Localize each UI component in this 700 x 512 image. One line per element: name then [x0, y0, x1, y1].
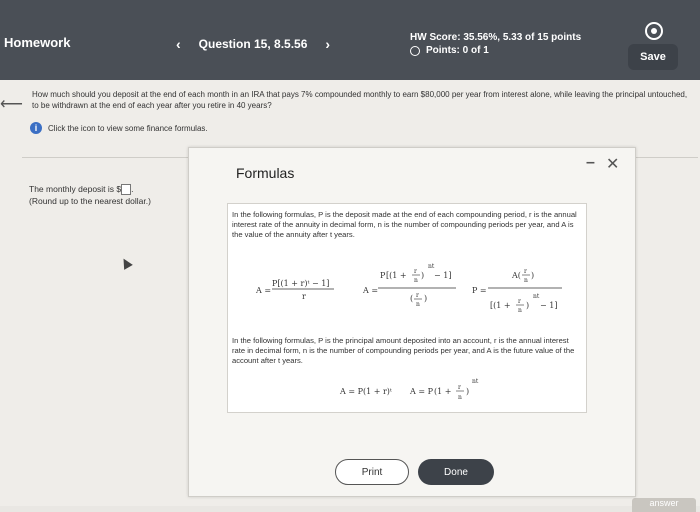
svg-text:P: P — [380, 271, 386, 280]
svg-text:A = P: A = P — [410, 387, 433, 396]
chevron-left-icon[interactable]: ‹ — [176, 36, 181, 52]
question-label: Question 15, 8.5.56 — [198, 37, 308, 51]
answer-prompt — [29, 183, 151, 207]
answer-label: The monthly deposit is $ — [29, 184, 122, 194]
answer-input[interactable] — [121, 184, 134, 195]
svg-text:n: n — [524, 277, 528, 284]
svg-text:r: r — [524, 268, 527, 275]
mouse-cursor-icon — [119, 256, 133, 270]
question-nav — [176, 36, 330, 52]
svg-text:A =: A = — [363, 286, 379, 295]
modal-title: Formulas — [236, 165, 295, 181]
question-text: How much should you deposit at the end of each month in an IRA that pays 7% compounded monthly to earn $80,000 per year from interest alone, while leaving the principal untouched, to be withdrawn at the end of each year after you retire in 40 years? — [32, 90, 688, 110]
svg-text:− 1]: − 1] — [540, 301, 558, 310]
svg-text:− 1]: − 1] — [434, 271, 452, 280]
svg-text:): ) — [526, 301, 530, 310]
compound-interest-formulas — [228, 370, 586, 410]
points-text: Points: 0 of 1 — [426, 45, 489, 56]
svg-text:nt: nt — [428, 263, 435, 270]
svg-text:r: r — [458, 384, 461, 391]
svg-text:P =: P = — [472, 286, 487, 295]
formulas-modal — [188, 147, 636, 497]
score-panel — [410, 31, 581, 57]
svg-text:r: r — [518, 298, 521, 305]
compound-interest-description: In the following formulas, P is the principal amount deposited into an account, r is the annual interest rate in decimal form, n is the number of compounding periods per year, and A is the future value of the account after t years. — [232, 336, 575, 365]
gear-icon[interactable] — [645, 22, 663, 40]
svg-text:nt: nt — [533, 293, 540, 300]
svg-text:): ) — [421, 271, 425, 280]
svg-text:(: ( — [410, 294, 414, 303]
top-bar — [0, 0, 700, 80]
svg-text:n: n — [416, 301, 420, 308]
points-row — [410, 44, 581, 57]
close-icon[interactable]: ✕ — [606, 156, 620, 173]
svg-text:[(1 +: [(1 + — [490, 301, 511, 310]
annuity-formulas — [228, 246, 586, 338]
svg-text:P[(1 + r)ᵗ − 1]: P[(1 + r)ᵗ − 1] — [272, 279, 330, 288]
minus-icon[interactable]: – — [586, 154, 595, 171]
points-status-icon — [410, 46, 420, 56]
svg-text:): ) — [466, 387, 470, 396]
formula-info-row — [30, 122, 208, 134]
svg-text:r: r — [414, 268, 417, 275]
info-icon[interactable]: i — [30, 122, 42, 134]
svg-text:nt: nt — [472, 378, 479, 385]
svg-text:A = P(1 + r)ᵗ: A = P(1 + r)ᵗ — [340, 387, 392, 396]
svg-text:n: n — [518, 307, 522, 314]
svg-text:A(: A( — [512, 271, 521, 280]
done-button[interactable]: Done — [418, 459, 494, 485]
back-arrow-icon[interactable]: ⟵ — [0, 96, 23, 113]
svg-text:n: n — [414, 277, 418, 284]
info-text: Click the icon to view some finance formulas. — [48, 123, 208, 133]
svg-text:): ) — [531, 271, 535, 280]
svg-text:n: n — [458, 394, 462, 401]
hw-score: HW Score: 35.56%, 5.33 of 15 points — [410, 32, 582, 43]
svg-text:): ) — [424, 294, 428, 303]
svg-text:(1 +: (1 + — [434, 387, 452, 396]
svg-text:r: r — [416, 292, 419, 299]
save-button[interactable]: Save — [628, 44, 678, 70]
answer-tab[interactable]: answer — [632, 498, 696, 512]
answer-label-end: . — [131, 184, 134, 194]
annuity-description: In the following formulas, P is the deposit made at the end of each compounding period, r is the annual interest rate of the annuity in decimal form, n is the number of compounding periods per year, and A is the value of the annuity after t years. — [232, 210, 577, 239]
svg-text:r: r — [302, 292, 306, 301]
svg-text:[(1 +: [(1 + — [386, 271, 407, 280]
homework-title[interactable]: Homework — [4, 35, 71, 50]
chevron-right-icon[interactable]: › — [325, 36, 331, 52]
print-button[interactable]: Print — [335, 459, 409, 485]
svg-text:A =: A = — [256, 286, 272, 295]
rounding-note: (Round up to the nearest dollar.) — [29, 196, 151, 207]
formula-box — [227, 203, 587, 413]
